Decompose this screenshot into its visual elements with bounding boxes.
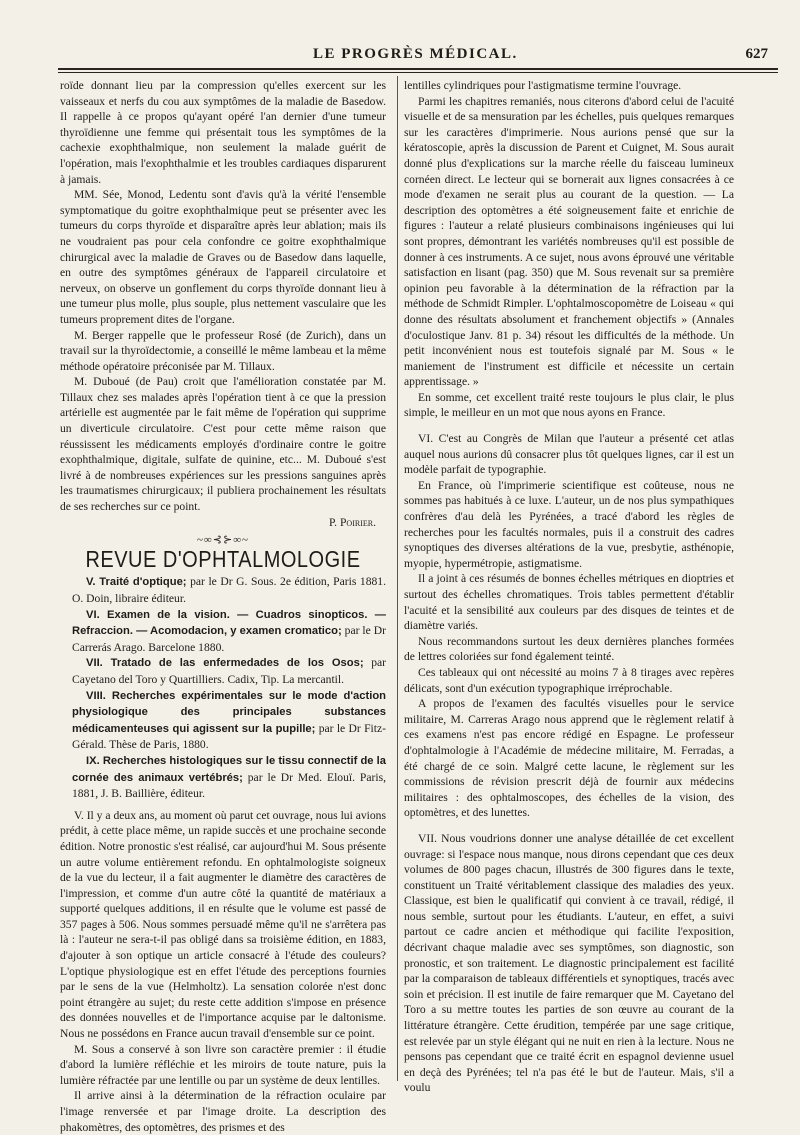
paragraph: MM. Sée, Monod, Ledentu sont d'avis qu'à la vérité l'ensemble symptomatique du goitre exophthalmique peut se présenter avec les tumeurs du corps thyroïde et disparaître après leur ablation; mais ils ne voudraient pas pour cela confondre ce goitre exophthalmique chirurgical avec la maladie de Graves ou de Basedow dans laquelle, en outre des symptômes généraux de l'appareil circulatoire et nerveux, on observe un gonflement du corps thyroïde donnant lieu à une tumeur plus molle, plus souple, plus nettement vasculaire que les tumeurs proprement dites de l'organe. [60, 188, 386, 326]
bibliography-entry [60, 655, 386, 687]
paragraph: VII. Nous voudrions donner une analyse détaillée de cet excellent ouvrage: si l'espace nous manque, nous dirons cependant que ces deux volumes de 800 pages chacun, illustrés de 300 figures dans le texte, constituent un Traité véritablement classique des maladies des yeux. Classique, est bien le qualificatif qui convient à ce travail, rédigé, il nous semble, surtout pour les étudiants. L'auteur, en effet, a suivi partout ce cadre ancien et méthodique qui facilite l'exposition, décrivant chaque maladie avec ses symptômes, son diagnostic, son pronostic, et son traitement. Le diagnostic principalement est facilité par la comparaison de tableaux différentiels et synoptiques, tracés avec soin et précision. Il est inutile de faire remarquer que M. Cayetano del Toro a su mettre toutes les parties de son œuvre au courant de la littérature étrangère. Cette érudition, tempérée par une sage critique, est relevée par un style élégant qui ne nuit en rien à la lecture. Nous ne pensons pas cependant que ce traité écrit en espagnol devienne usuel en deçà des Pyrénées; tel n'a pas été le but de l'auteur. Mais, s'il a voulu [404, 831, 734, 1095]
right-column [404, 78, 734, 1095]
author-signature: P. Poirier. [329, 515, 376, 529]
paragraph: En France, où l'imprimerie scientifique est coûteuse, nous ne sommes pas habitués à ce luxe. L'auteur, un de nos plus sympathiques confrères d'au delà les Pyrénées, a tracé d'abord les règles de recherches pour les facultés normales, puis il a construit des cadres synoptiques des diverses altérations de la vue, presbytie, asthénopie, myopie, hypermétropie, astigmatisme. [404, 478, 734, 570]
header-rule-thin [58, 72, 778, 73]
paragraph: Parmi les chapitres remaniés, nous citerons d'abord celui de l'acuité visuelle et de sa mensuration par les échelles, puis quelques remarques sur les caractères d'imprimerie. Nous aurions pensé que sur la kératoscopie, après la discussion de Parent et Cuignet, M. Sous aurait donné plus d'explications sur la marche réelle du faisceau lumineux cornéen direct. Le lecteur qui se bornerait aux lignes consacrées à ce mode d'examen ne serait plus au courant de la question. — La description des optomètres a été soigneusement faite et enrichie de figures : l'auteur a relaté plusieurs combinaisons ingénieuses qui lui sont propres, démontrant les variétés nombreuses qu'il est possible de donner à ces instruments. A ce sujet, nous avons éprouvé une véritable satisfaction en lisant (pag. 350) que M. Sous revenait sur sa première opinion peu favorable à la détermination de la réfraction par la méthode de Schmidt Rimpler. L'ophtalmoscopomètre de Loiseau « qui donne des résultats absolument et franchement objectifs » (Annales d'oculostique Janv. 81 p. 34) résout les difficultés de la méthode. Un petit inconvénient nous est toutefois signalé par M. Sous « le maniement de l'instrument est difficile et nécessite un certain apprentissage. » [404, 94, 734, 389]
paragraph: VI. C'est au Congrès de Milan que l'auteur a présenté cet atlas auquel nous aurions dû consacrer plus tôt quelques lignes, car il est un modèle parfait de typographie. [404, 432, 734, 477]
paragraph: Nous recommandons surtout les deux dernières planches formées de lettres coloriées sur fond également teinté. [404, 634, 734, 664]
bib-details: par le Dr Fitz-Gérald. Thèse de Paris, 1880. [72, 721, 386, 752]
bib-title: VIII. Recherches expérimentales sur le mode d'action physiologique des principales substances médicamenteuses qui agissent sur la pupille; [72, 689, 386, 735]
page-number: 627 [745, 46, 768, 62]
bib-details: par le Dr Carrerás Arago. Barcelone 1880. [72, 624, 386, 654]
bib-title: VI. Examen de la vision. — Cuadros sinopticos. — Refraccion. — Acomodacion, y examen cromatico; [72, 608, 386, 638]
bib-details: par le Dr Med. Elouï. Paris, 1881, J. B. Baillière, éditeur. [72, 770, 387, 801]
paragraph: Il a joint à ces résumés de bonnes échelles métriques en dioptries et surtout des échelles chromatiques. Trois tables permettent d'établir l'acuité et la sensibilité aux couleurs par des disques de teintes et de diamètre variés. [404, 572, 734, 633]
paragraph: V. Il y a deux ans, au moment où parut cet ouvrage, nous lui avions prédit, à cette place même, un rapide succès et une prochaine seconde édition. Notre pronostic s'est réalisé, car aujourd'hui M. Sous présente un autre volume entièrement refondu. En ophtalmologiste soigneux de la vue du lecteur, il a fait augmenter le diamètre des caractères de l'impression, et comme d'un autre côté la quantité de matériaux a supporté quelques additions, il en résulte que le volume est passé de 357 pages à 506. Nous sommes persuadé même qu'il ne s'arrêtera pas là : l'auteur ne sera-t-il pas obligé dans sa troisième édition, en 1883, d'ajouter à son optique un article consacré à l'étude des couleurs? L'optique physiologique est en effet l'étude des perceptions fournies par le sens de la vue (Helmholtz). La sensation colorée n'est donc point étrangère au sujet; du reste cette addition s'impose en présence des données nouvelles et de l'importance acquise par le daltonisme. Nous ne possédons en France aucun travail d'ensemble sur ce point. [60, 808, 386, 1041]
decorative-ornament: ~∞⊰⊱∞~ [196, 534, 250, 547]
paragraph: M. Sous a conservé à son livre son caractère premier : il étudie d'abord la lumière réfléchie et les miroirs de toute nature, puis la lumière réfractée par une lentille ou par un système de deux lentilles. [60, 1042, 386, 1087]
left-column [60, 78, 387, 1134]
paragraph: lentilles cylindriques pour l'astigmatisme termine l'ouvrage. [404, 79, 682, 92]
bibliography-entry [60, 574, 386, 606]
journal-title: LE PROGRÈS MÉDICAL. [313, 46, 518, 62]
bib-title: VII. Tratado de las enfermedades de los Osos; [86, 657, 364, 670]
paragraph: Ces tableaux qui ont nécessité au moins 7 à 8 tirages avec repères délicats, sont d'un exécution typographique irréprochable. [404, 665, 734, 695]
paragraph: En somme, cet excellent traité reste toujours le plus clair, le plus simple, le meilleur en un mot que nous ayons en France. [404, 390, 734, 420]
paragraph: Il arrive ainsi à la détermination de la réfraction oculaire par l'image renversée et par l'image droite. La description des phakomètres, des optomètres, des prismes et des [60, 1089, 386, 1134]
bib-details: par Cayetano del Toro y Quartilliers. Cadix, Tip. La mercantil. [72, 656, 387, 686]
paragraph: M. Duboué (de Pau) croit que l'amélioration constatée par M. Tillaux chez ses malades après l'opération tient à ce que la pression artérielle est augmentée par le fait même de l'opération qui supprime un diverticule circulatoire. C'est pour cette même raison que réussissent les médicaments employés d'ordinaire contre le goitre exophthalmique, digitale, sulfate de quinine, etc... M. Duboué s'est livré à de nombreuses expériences sur les pressions sanguines après les traumatismes chirurgicaux; il publiera prochainement les résultats de ses recherches sur ce point. [60, 375, 386, 514]
column-divider [397, 76, 398, 1081]
header-rule-thick [58, 68, 778, 70]
bib-details: par le Dr G. Sous. 2e édition, Paris 1881. O. Doin, libraire éditeur. [72, 575, 387, 605]
bib-title: IX. Recherches histologiques sur le tissu connectif de la cornée des animaux vertébrés; [72, 754, 386, 784]
paragraph: M. Berger rappelle que le professeur Rosé (de Zurich), dans un travail sur la thyroïdectomie, a conseillé le même lambeau et la même méthode opératoire préconisée par M. Tillaux. [60, 328, 386, 373]
section-title: REVUE D'OPHTALMOLOGIE [85, 547, 361, 573]
paragraph: roïde donnant lieu par la compression qu'elles exercent sur les vaisseaux et nerfs du cou aux symptômes de la maladie de Basedow. Il rappelle à ce propos qu'ayant opéré l'an dernier d'une tumeur thyroïdienne une femme qui présentait tous les symptômes de la cachexie exophthalmique, non seulement la malade guérit de l'opération, mais l'exophthalmie et les troubles cardiaques disparurent à jamais. [60, 79, 386, 186]
running-header [58, 42, 778, 66]
paragraph: A propos de l'examen des facultés visuelles pour le service militaire, M. Carreras Arago nous apprend que le règlement relatif à ces examens n'est pas encore rédigé en Espagne. Le professeur d'ophtalmologie à l'Académie de médecine militaire, M. Ferradas, a été chargé de ce soin. Malgré cette lacune, le règlement sur les commissions de révision prescrit déjà de fournir aux médecins militaires : des ophtalmoscopes, des échelles de la vision, des optomètres, et des lunettes. [404, 697, 734, 820]
bib-title: V. Traité d'optique; [86, 576, 187, 589]
bibliography-entry [60, 607, 386, 656]
bibliography-entry [60, 688, 386, 753]
bibliography-entry [60, 753, 386, 802]
